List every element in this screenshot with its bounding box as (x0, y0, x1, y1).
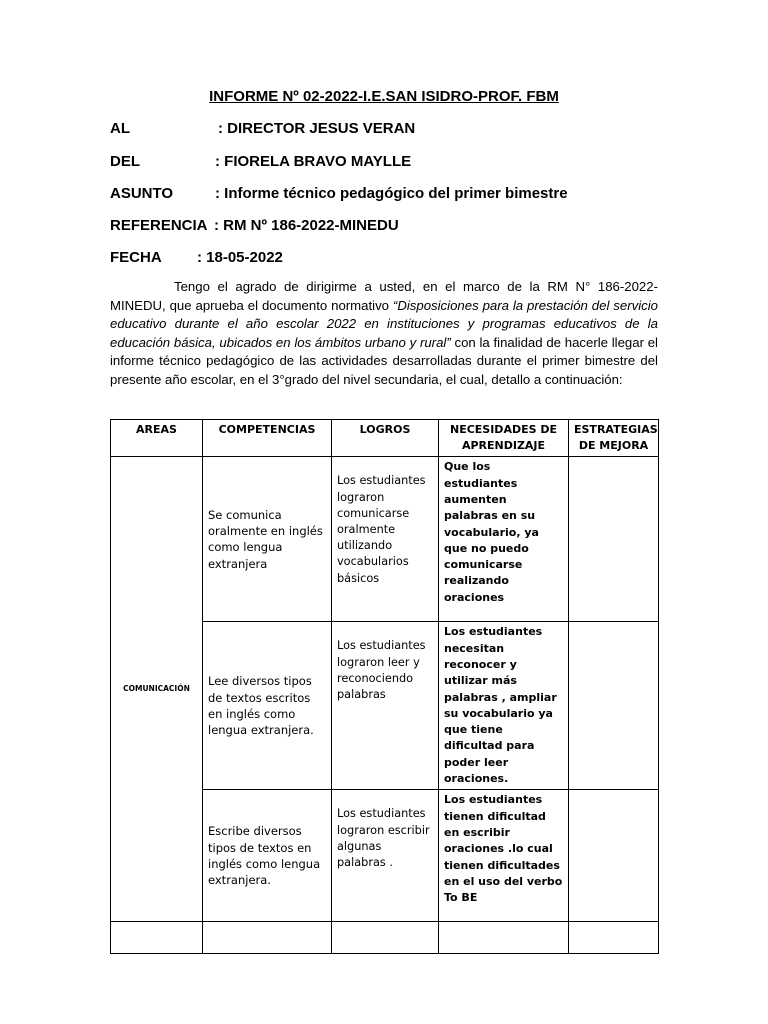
competencia-cell: Lee diversos tipos de textos escritos en inglés como lengua extranjera. (203, 622, 332, 790)
estrategia-cell (569, 622, 659, 790)
estrategia-cell (569, 790, 659, 922)
asunto-label: ASUNTO (110, 185, 174, 202)
competencia-cell: Escribe diversos tipos de textos en inglés como lengua extranjera. (203, 790, 332, 922)
header-estrategias: ESTRATEGIAS DE MEJORA (569, 420, 659, 457)
header-fecha (110, 249, 283, 266)
del-value: : FIORELA BRAVO MAYLLE (215, 153, 412, 170)
empty-cell (332, 922, 439, 954)
empty-cell (569, 922, 659, 954)
fecha-label: FECHA (110, 249, 162, 266)
logro-cell: Los estudiantes lograron escribir algunas palabras . (332, 790, 439, 922)
paragraph-part1: Tengo el agrado de dirigirme a usted, en el marco de la RM N° 186-2022-MINEDU, que aprueba el documento normativo (110, 279, 658, 313)
header-al (110, 120, 416, 137)
area-cell: COMUNICACIÓN (111, 457, 203, 922)
header-necesidades: NECESIDADES DE APRENDIZAJE (439, 420, 569, 457)
paragraph-part2: con la finalidad de hacerle llegar el informe técnico pedagógico de las actividades desarrolladas durante el primer bimestre del presente año escolar, en el 3°grado del nivel secundaria, el cual, detallo a continuación: (110, 334, 658, 387)
necesidad-cell: Los estudiantes necesitan reconocer y utilizar más palabras , ampliar su vocabulario ya que tiene dificultad para poder leer oraciones. (439, 622, 569, 790)
necesidad-cell: Que los estudiantes aumenten palabras en su vocabulario, ya que no puedo comunicarse realizando oraciones (439, 457, 569, 622)
table-empty-row (111, 922, 659, 954)
paragraph-italic: “Disposiciones para la prestación del servicio educativo durante el año escolar 2022 en instituciones y programas educativos de la educación básica, ubicados en los ámbitos urbano y rural” (110, 297, 658, 350)
header-del (110, 153, 412, 170)
del-label: DEL (110, 153, 140, 170)
al-label: AL (110, 120, 130, 137)
table-row (111, 457, 659, 622)
asunto-value: : Informe técnico pedagógico del primer bimestre (215, 185, 568, 202)
necesidad-cell: Los estudiantes tienen dificultad en escribir oraciones .lo cual tienen dificultades en el uso del verbo To BE (439, 790, 569, 922)
empty-cell (439, 922, 569, 954)
report-table (110, 419, 659, 954)
header-logros: LOGROS (332, 420, 439, 457)
competencia-cell: Se comunica oralmente en inglés como lengua extranjera (203, 457, 332, 622)
estrategia-cell (569, 457, 659, 622)
report-title: INFORME Nº 02-2022-I.E.SAN ISIDRO-PROF. FBM (209, 88, 559, 105)
intro-paragraph (110, 278, 658, 390)
header-asunto (110, 185, 568, 202)
header-areas: AREAS (111, 420, 203, 457)
referencia-value: : RM Nº 186-2022-MINEDU (214, 217, 399, 234)
empty-cell (111, 922, 203, 954)
fecha-value: : 18-05-2022 (197, 249, 283, 266)
empty-cell (203, 922, 332, 954)
table-header-row (111, 420, 659, 457)
al-value: : DIRECTOR JESUS VERAN (218, 120, 416, 137)
logro-cell: Los estudiantes lograron comunicarse oralmente utilizando vocabularios básicos (332, 457, 439, 622)
header-competencias: COMPETENCIAS (203, 420, 332, 457)
header-referencia (110, 217, 399, 234)
logro-cell: Los estudiantes lograron leer y reconociendo palabras (332, 622, 439, 790)
referencia-label: REFERENCIA (110, 217, 208, 234)
